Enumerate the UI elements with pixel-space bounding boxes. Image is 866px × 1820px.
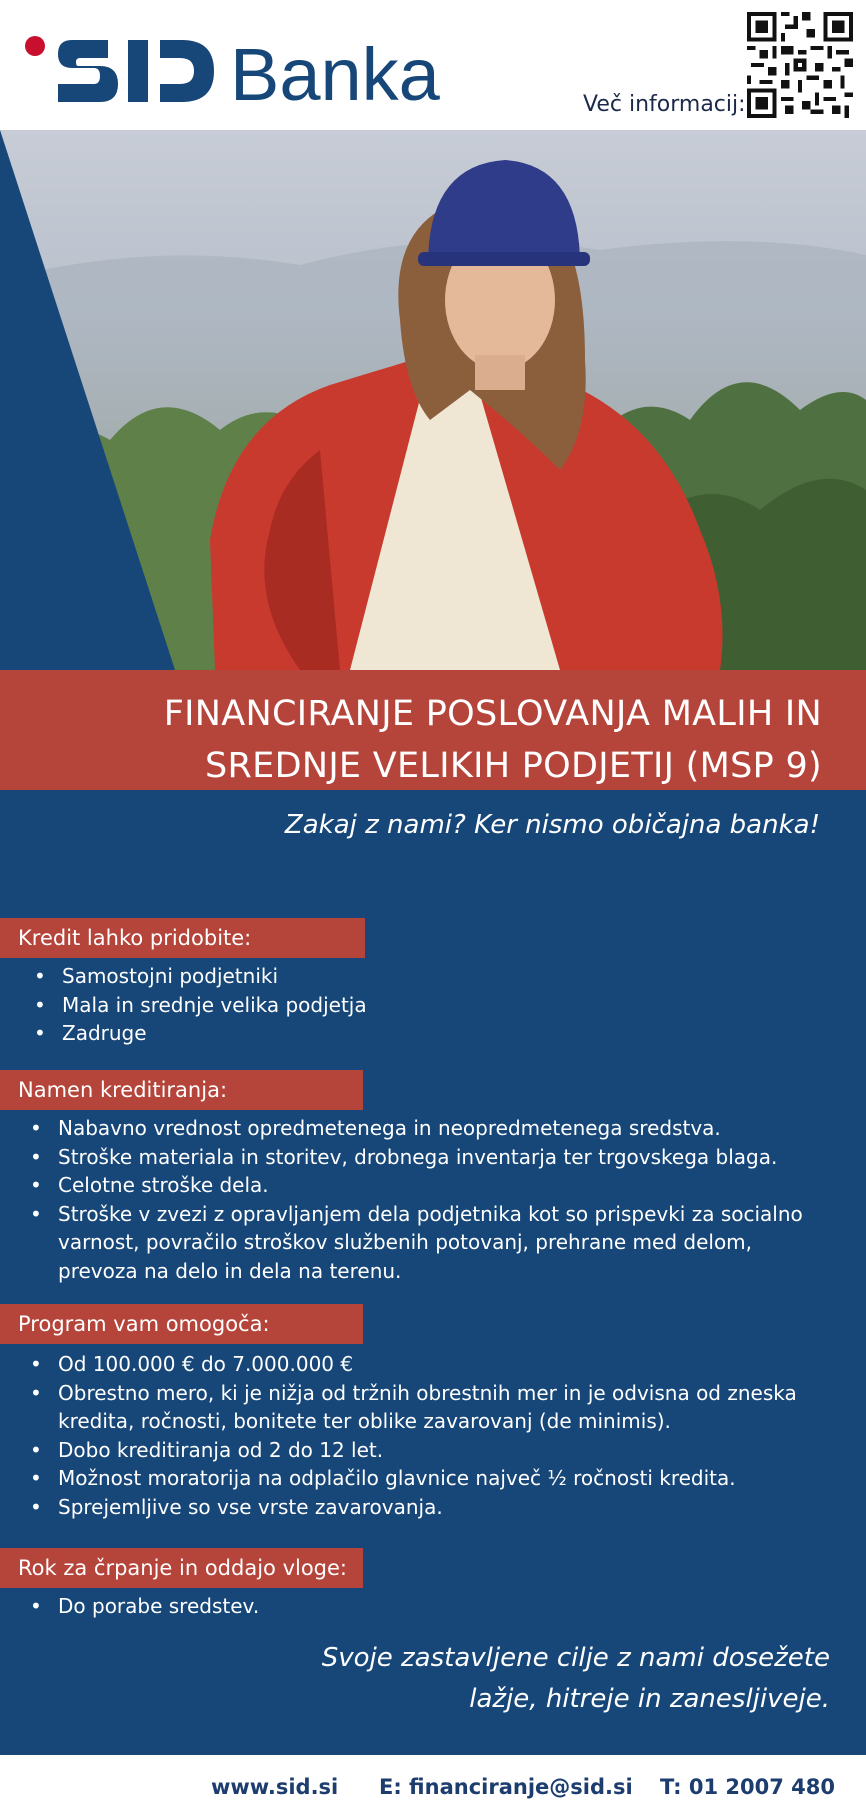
- list-purpose: [26, 1114, 826, 1285]
- section-label-eligible: Kredit lahko pridobite:: [0, 918, 365, 958]
- footer: [0, 1755, 866, 1820]
- closing-statement: [322, 1638, 830, 1720]
- tagline: Zakaj z nami? Ker nismo običajna banka!: [284, 810, 820, 840]
- closing-line-2: lažje, hitreje in zanesljiveje.: [469, 1684, 830, 1714]
- website-link[interactable]: www.sid.si: [211, 1775, 339, 1799]
- title-line-1: FINANCIRANJE POSLOVANJA MALIH IN: [163, 694, 822, 734]
- list-item: • Do porabe sredstev.: [26, 1592, 826, 1621]
- list-eligible: [30, 962, 830, 1048]
- qr-code-icon[interactable]: [747, 12, 853, 118]
- list-item: • Celotne stroške dela.: [26, 1171, 826, 1200]
- list-item: • Stroške materiala in storitev, drobnega inventarja ter trgovskega blaga.: [26, 1143, 826, 1172]
- email-link[interactable]: E: financiranje@sid.si: [379, 1775, 633, 1799]
- list-item: • Mala in srednje velika podjetja: [30, 991, 830, 1020]
- section-label-purpose: Namen kreditiranja:: [0, 1070, 363, 1110]
- title-band: [0, 670, 866, 790]
- list-item: • Od 100.000 € do 7.000.000 €: [26, 1350, 826, 1379]
- list-item: • Samostojni podjetniki: [30, 962, 830, 991]
- list-item: • Dobo kreditiranja od 2 do 12 let.: [26, 1436, 826, 1465]
- section-label-program: Program vam omogoča:: [0, 1304, 363, 1344]
- title-line-2: SREDNJE VELIKIH PODJETIJ (MSP 9): [205, 746, 822, 786]
- list-item: • Obrestno mero, ki je nižja od tržnih obrestnih mer in je odvisna od zneska kredita, ročnosti, bonitete ter oblike zavarovanj (de minimis).: [26, 1379, 826, 1436]
- svg-text:Banka: Banka: [230, 33, 440, 116]
- page-title: [164, 688, 822, 792]
- hero-illustration: [0, 130, 866, 670]
- closing-line-1: Svoje zastavljene cilje z nami dosežete: [321, 1643, 830, 1673]
- list-item: • Sprejemljive so vse vrste zavarovanja.: [26, 1493, 826, 1522]
- list-program: [26, 1350, 826, 1521]
- list-item: • Nabavno vrednost opredmetenega in neopredmetenega sredstva.: [26, 1114, 826, 1143]
- hero-photo: [0, 130, 866, 670]
- sid-banka-logo: [20, 26, 490, 116]
- list-item: • Možnost moratorija na odplačilo glavnice največ ½ ročnosti kredita.: [26, 1464, 826, 1493]
- more-info-label: Več informacij:: [583, 92, 746, 117]
- phone-link[interactable]: T: 01 2007 480: [660, 1775, 836, 1799]
- section-label-deadline: Rok za črpanje in oddajo vloge:: [0, 1548, 363, 1588]
- list-item: • Stroške v zvezi z opravljanjem dela podjetnika kot so prispevki za socialno varnost, povračilo stroškov službenih potovanj, prehrane med delom, prevoza na delo in dela na terenu.: [26, 1200, 826, 1286]
- header: [0, 0, 866, 130]
- list-deadline: [26, 1592, 826, 1621]
- list-item: • Zadruge: [30, 1019, 830, 1048]
- content-area: [0, 790, 866, 1755]
